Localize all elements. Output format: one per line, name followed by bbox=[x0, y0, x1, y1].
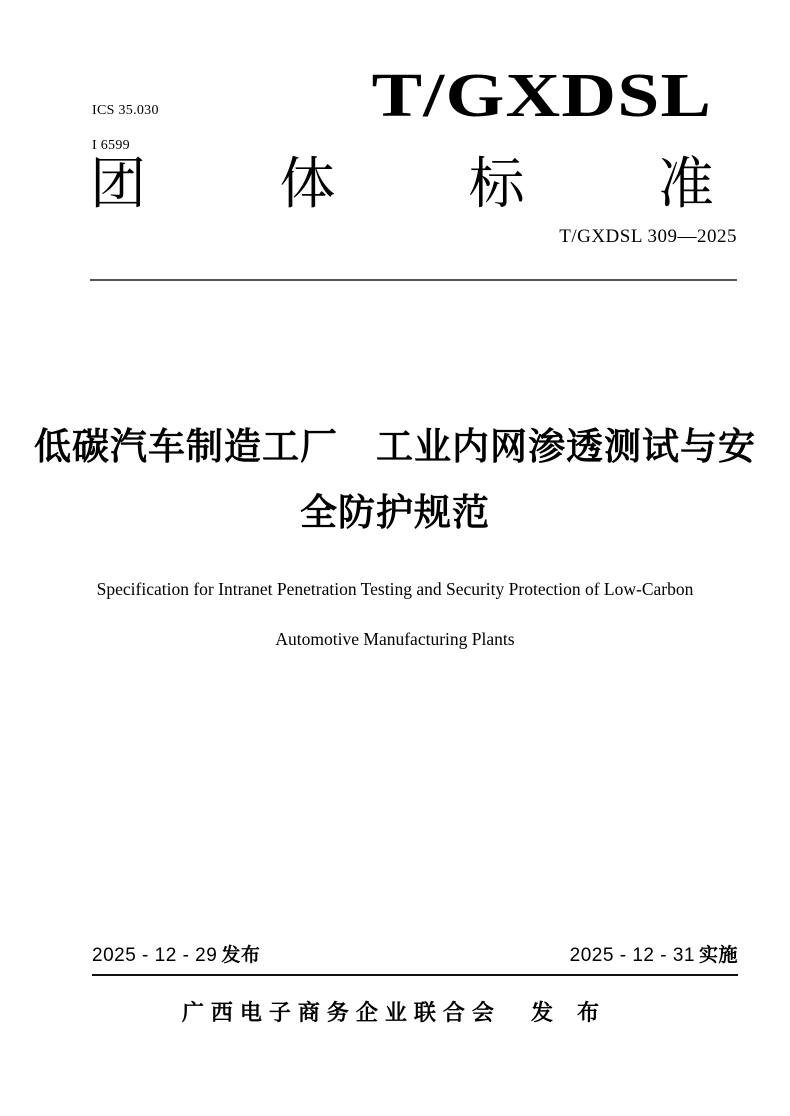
header-divider bbox=[90, 279, 737, 281]
standard-type-char: 准 bbox=[657, 152, 714, 215]
publish-label: 发 布 bbox=[530, 1000, 609, 1025]
document-title-en-line2: Automotive Manufacturing Plants bbox=[275, 629, 515, 649]
classification-code: I 6599 bbox=[92, 138, 130, 153]
standard-type-char: 体 bbox=[279, 152, 336, 215]
implement-date-item bbox=[570, 940, 738, 967]
document-title-zh bbox=[0, 414, 790, 546]
document-title-zh-line1: 低碳汽车制造工厂 工业内网渗透测试与安 bbox=[34, 426, 756, 467]
issue-date-label: 发布 bbox=[221, 945, 261, 966]
publisher-row bbox=[0, 996, 790, 1027]
implement-date-label: 实施 bbox=[698, 945, 738, 966]
standard-number: T/GXDSL 309—2025 bbox=[559, 226, 737, 247]
implement-date: 2025 - 12 - 31 bbox=[569, 945, 695, 966]
standard-type-char: 团 bbox=[90, 152, 146, 215]
issue-date-item bbox=[92, 940, 260, 967]
issue-date: 2025 - 12 - 29 bbox=[92, 945, 218, 966]
standard-body-logo: T/GXDSL bbox=[371, 62, 712, 130]
publisher-name: 广西电子商务企业联合会 bbox=[181, 1000, 501, 1025]
ics-code: ICS 35.030 bbox=[92, 103, 159, 118]
document-title-en bbox=[0, 564, 790, 664]
standard-type-title bbox=[90, 152, 714, 216]
document-title-en-line1: Specification for Intranet Penetration Testing and Security Protection of Low-Carbon bbox=[96, 579, 694, 599]
standard-type-char: 标 bbox=[468, 152, 525, 215]
document-title-zh-line2: 全防护规范 bbox=[300, 492, 490, 533]
date-row bbox=[92, 940, 738, 976]
